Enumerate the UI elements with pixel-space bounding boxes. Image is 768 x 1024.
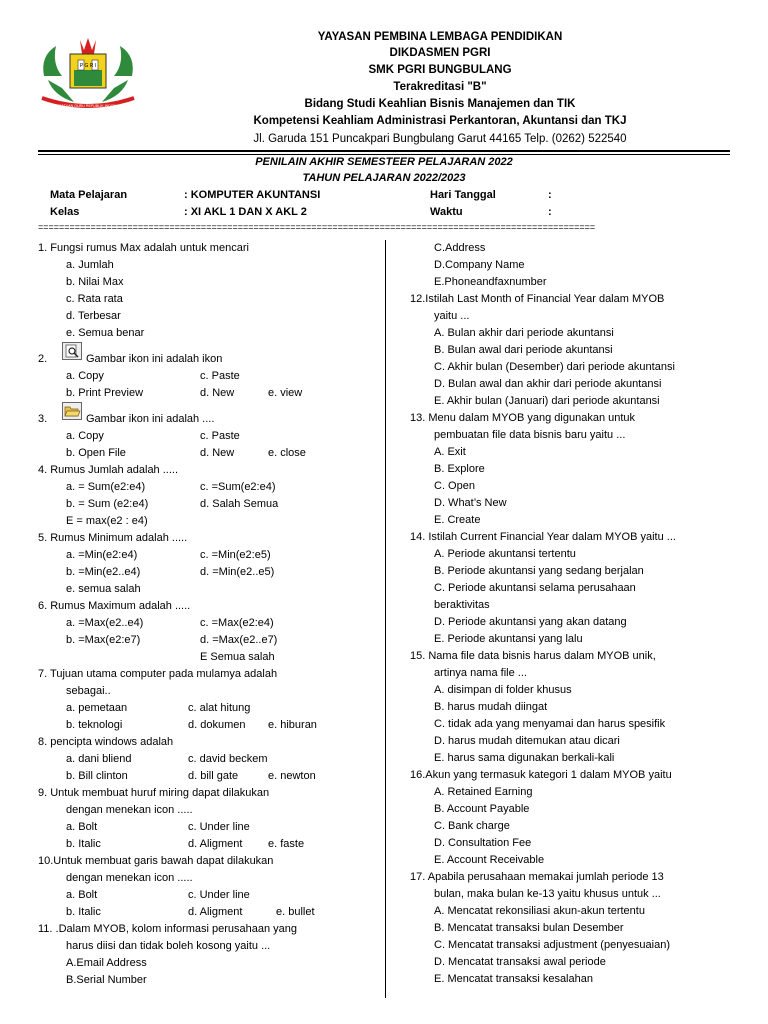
right-line: D. Mencatat transaksi awal periode: [434, 956, 606, 968]
right-line: 13. Menu dalam MYOB yang digunakan untuk: [410, 412, 636, 424]
right-line: 14. Istilah Current Financial Year dalam MYOB yaitu ...: [410, 531, 676, 543]
left-line: b. Print Preview: [66, 387, 144, 399]
left-line: c. =Min(e2:e5): [200, 549, 271, 561]
left-line: 7. Tujuan utama computer pada mulamya adalah: [38, 668, 278, 680]
left-line: d. Terbesar: [66, 310, 121, 322]
right-line: C. tidak ada yang menyamai dan harus spesifik: [434, 718, 666, 730]
left-line: a. = Sum(e2:e4): [66, 481, 146, 493]
left-line: E Semua salah: [200, 651, 275, 663]
right-line: A. Exit: [434, 446, 466, 458]
left-line: Gambar ikon ini adalah ....: [86, 413, 215, 425]
time-label: Waktu: [430, 206, 463, 218]
left-line: b. Nilai Max: [66, 276, 124, 288]
left-line: d. Aligment: [188, 906, 243, 918]
time-value: :: [548, 206, 552, 218]
subject-value: : KOMPUTER AKUNTANSI: [184, 189, 321, 201]
left-line: e. hiburan: [268, 719, 317, 731]
left-line: Gambar ikon ini adalah ikon: [86, 353, 223, 365]
left-line: d. bill gate: [188, 770, 239, 782]
right-line: E. Create: [434, 514, 481, 526]
right-line: D. Bulan awal dan akhir dari periode akuntansi: [434, 378, 662, 390]
left-line: e. faste: [268, 838, 305, 850]
right-line: C. Bank charge: [434, 820, 510, 832]
header-address: Jl. Garuda 151 Puncakpari Bungbulang Garut 44165 Telp. (0262) 522540: [253, 133, 627, 145]
left-line: c. Under line: [188, 821, 250, 833]
left-line: 11. .Dalam MYOB, kolom informasi perusahaan yang: [38, 923, 298, 935]
left-line: d. dokumen: [188, 719, 246, 731]
left-line: e. bullet: [276, 906, 315, 918]
right-line: E. Akhir bulan (Januari) dari periode akuntansi: [434, 395, 660, 407]
left-line: d. Salah Semua: [200, 498, 279, 510]
right-line: A. disimpan di folder khusus: [434, 684, 572, 696]
left-line: a. Copy: [66, 430, 104, 442]
left-line: d. =Max(e2..e7): [200, 634, 278, 646]
left-line: d. New: [200, 387, 235, 399]
right-line: E. Periode akuntansi yang lalu: [434, 633, 583, 645]
right-line: 15. Nama file data bisnis harus dalam MYOB unik,: [410, 650, 656, 662]
left-line: b. Bill clinton: [66, 770, 128, 782]
left-line: a. Bolt: [66, 821, 98, 833]
left-line: 1. Fungsi rumus Max adalah untuk mencari: [38, 242, 249, 254]
right-line: E. Account Receivable: [434, 854, 545, 866]
column-divider: [385, 240, 386, 998]
header-accreditation: Terakreditasi "B": [393, 81, 487, 93]
left-line: d. Aligment: [188, 838, 243, 850]
right-line: E. Mencatat transaksi kesalahan: [434, 973, 593, 985]
print-preview-icon: [62, 342, 82, 360]
left-line: 3.: [38, 413, 48, 425]
open-folder-icon: [62, 402, 82, 420]
header-competency: Kompetensi Keahliam Administrasi Perkantoran, Akuntansi dan TKJ: [253, 115, 627, 127]
right-line: D. What’s New: [434, 497, 507, 509]
right-line: B. Mencatat transaksi bulan Desember: [434, 922, 624, 934]
right-line: 16.Akun yang termasuk kategori 1 dalam MYOB yaitu: [410, 769, 672, 781]
left-line: 2.: [38, 353, 48, 365]
left-line: harus diisi dan tidak boleh kosong yaitu ...: [66, 940, 271, 952]
right-line: A. Bulan akhir dari periode akuntansi: [434, 327, 614, 339]
left-line: 9. Untuk membuat huruf miring dapat dilakukan: [38, 787, 270, 799]
header-school: SMK PGRI BUNGBULANG: [368, 64, 512, 76]
right-line: B. Bulan awal dari periode akuntansi: [434, 344, 613, 356]
svg-text:P G R I: P G R I: [79, 63, 97, 69]
right-line: artinya nama file ...: [434, 667, 527, 679]
left-line: 5. Rumus Minimum adalah .....: [38, 532, 188, 544]
right-line: C.Address: [434, 242, 486, 254]
date-value: :: [548, 189, 552, 201]
left-line: A.Email Address: [66, 957, 147, 969]
right-line: D. Consultation Fee: [434, 837, 532, 849]
right-line: D. Periode akuntansi yang akan datang: [434, 616, 627, 628]
left-line: a. Copy: [66, 370, 104, 382]
left-line: e. view: [268, 387, 303, 399]
right-line: E. harus sama digunakan berkali-kali: [434, 752, 615, 764]
left-line: b. =Max(e2:e7): [66, 634, 141, 646]
left-line: d. New: [200, 447, 235, 459]
header-foundation: YAYASAN PEMBINA LEMBAGA PENDIDIKAN: [317, 31, 563, 43]
left-line: a. dani bliend: [66, 753, 132, 765]
left-line: B.Serial Number: [66, 974, 147, 986]
subject-label: Mata Pelajaran: [50, 189, 128, 201]
left-line: 8. pencipta windows adalah: [38, 736, 174, 748]
left-line: 10.Untuk membuat garis bawah dapat dilakukan: [38, 855, 274, 867]
pgri-logo: [34, 36, 142, 112]
right-line: B. Explore: [434, 463, 485, 475]
left-line: c. Paste: [200, 370, 240, 382]
left-line: a. =Max(e2..e4): [66, 617, 144, 629]
left-line: dengan menekan icon .....: [66, 804, 193, 816]
right-line: D. harus mudah ditemukan atau dicari: [434, 735, 620, 747]
left-line: b. Italic: [66, 838, 101, 850]
left-line: a. pemetaan: [66, 702, 128, 714]
left-line: 6. Rumus Maximum adalah .....: [38, 600, 191, 612]
exam-title: PENILAIN AKHIR SEMESTEER PELAJARAN 2022: [255, 156, 513, 168]
class-label: Kelas: [50, 206, 80, 218]
left-line: e. semua salah: [66, 583, 141, 595]
header-rule-thick: [38, 150, 730, 152]
right-line: C. Akhir bulan (Desember) dari periode akuntansi: [434, 361, 675, 373]
left-line: c. Rata rata: [66, 293, 123, 305]
left-line: b. Open File: [66, 447, 126, 459]
right-line: A. Periode akuntansi tertentu: [434, 548, 576, 560]
left-line: e. close: [268, 447, 306, 459]
right-line: B. Account Payable: [434, 803, 530, 815]
left-line: b. teknologi: [66, 719, 123, 731]
date-label: Hari Tanggal: [430, 189, 496, 201]
right-line: 17. Apabila perusahaan memakai jumlah periode 13: [410, 871, 664, 883]
separator: ==========================================================================================================: [38, 222, 596, 232]
exam-year: TAHUN PELAJARAN 2022/2023: [302, 172, 466, 184]
right-line: bulan, maka bulan ke-13 yaitu khusus untuk ...: [434, 888, 661, 900]
left-line: b. =Min(e2..e4): [66, 566, 141, 578]
svg-text:PERSATUAN GURU REPUBLIK INDONE: PERSATUAN GURU REPUBLIK INDONESIA: [51, 104, 125, 108]
right-line: B. harus mudah diingat: [434, 701, 548, 713]
right-line: C. Mencatat transaksi adjustment (penyesuaian): [434, 939, 671, 951]
left-line: dengan menekan icon .....: [66, 872, 193, 884]
left-line: c. Paste: [200, 430, 240, 442]
right-line: E.Phoneandfaxnumber: [434, 276, 547, 288]
right-line: C. Periode akuntansi selama perusahaan: [434, 582, 636, 594]
left-line: c. alat hitung: [188, 702, 251, 714]
left-line: a. Bolt: [66, 889, 98, 901]
left-line: d. =Min(e2..e5): [200, 566, 275, 578]
right-line: pembuatan file data bisnis baru yaitu ...: [434, 429, 626, 441]
header-field: Bidang Studi Keahlian Bisnis Manajemen dan TIK: [304, 98, 576, 110]
left-line: a. =Min(e2:e4): [66, 549, 138, 561]
right-line: C. Open: [434, 480, 475, 492]
left-line: e. newton: [268, 770, 316, 782]
left-line: b. = Sum (e2:e4): [66, 498, 149, 510]
right-line: A. Mencatat rekonsiliasi akun-akun tertentu: [434, 905, 645, 917]
right-line: B. Periode akuntansi yang sedang berjalan: [434, 565, 644, 577]
left-line: c. Under line: [188, 889, 250, 901]
header-dikdasmen: DIKDASMEN PGRI: [389, 47, 491, 59]
left-line: E = max(e2 : e4): [66, 515, 148, 527]
left-line: a. Jumlah: [66, 259, 114, 271]
right-line: D.Company Name: [434, 259, 525, 271]
left-line: c. =Sum(e2:e4): [200, 481, 276, 493]
left-line: 4. Rumus Jumlah adalah .....: [38, 464, 179, 476]
class-value: : XI AKL 1 DAN X AKL 2: [184, 206, 307, 218]
left-line: c. david beckem: [188, 753, 268, 765]
left-line: b. Italic: [66, 906, 101, 918]
right-line: A. Retained Earning: [434, 786, 533, 798]
left-line: c. =Max(e2:e4): [200, 617, 274, 629]
right-line: beraktivitas: [434, 599, 490, 611]
right-line: 12.Istilah Last Month of Financial Year dalam MYOB: [410, 293, 665, 305]
left-line: e. Semua benar: [66, 327, 145, 339]
right-line: yaitu ...: [434, 310, 470, 322]
left-line: sebagai..: [66, 685, 111, 697]
